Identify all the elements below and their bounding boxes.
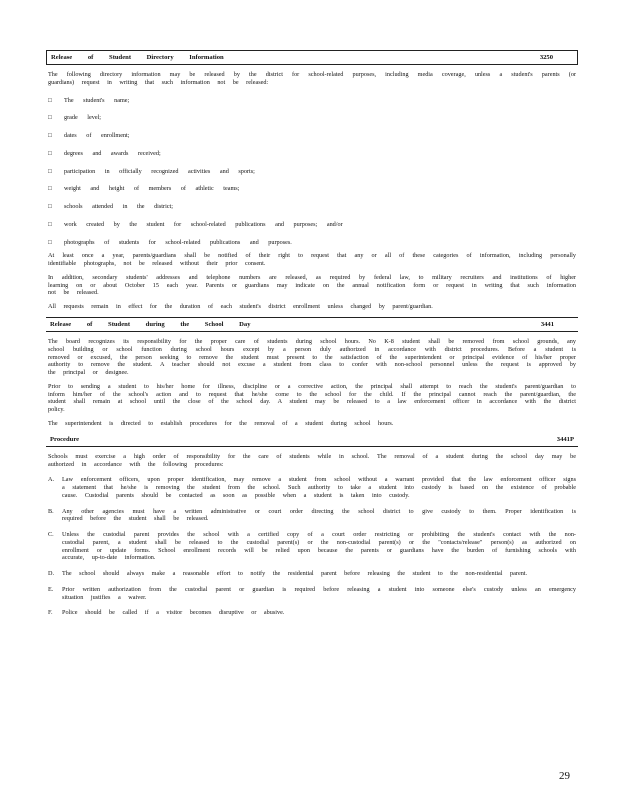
list-item: □ grade level; xyxy=(48,114,102,122)
checkbox-bullet-icon: □ xyxy=(48,149,52,157)
list-item: □ schools attended in the district; xyxy=(48,203,173,211)
list-item: □ participation in officially recognized activities and sports; xyxy=(48,167,255,175)
checkbox-bullet-icon: □ xyxy=(48,238,52,246)
list-item: B. Any other agencies must have a written administrative or court order directing the school district to give custody to them. Proper identification is required before the student shall be released. xyxy=(48,507,576,523)
checkbox-bullet-icon: □ xyxy=(48,220,52,228)
checkbox-bullet-icon: □ xyxy=(48,114,52,122)
section-intro: The following directory information may be released by the district for school-related purposes, including media coverage, unless a student's parents (or guardians) request in writing that such information not be released: xyxy=(48,71,576,86)
checkbox-bullet-icon: □ xyxy=(48,185,52,193)
section-title: Release of Student during the School Day xyxy=(50,320,251,328)
list-item: □ dates of enrollment; xyxy=(48,132,130,140)
section-paragraph: The board recognizes its responsibility for the proper care of students during school hours. No K-8 student shall be removed from school grounds, any school building or school function during school hours except by a person duly authorized in accordance with district procedures. Before a student is removed or excused, the person seeking to remove the student must present to the satisfaction of the superintendent or principal evidence of his/her proper authority to remove the student. A teacher should not excuse a student from class to confer with non-school personnel unless the request is approved by the principal or designee. xyxy=(48,338,576,377)
list-item: C. Unless the custodial parent provides the school with a certified copy of a court order restricting or prohibiting the student's contact with the non-custodial parent, a student shall be released to the custodial parent(s) or the non-custodial parent(s) or the "contacts/release" person(s) as authorized on enrollment or update forms. School enrollment records will be relied upon because the parents or guardians have the burden of furnishing schools with accurate, up-to-date information. xyxy=(48,531,576,562)
list-item: □ weight and height of members of athletic teams; xyxy=(48,185,240,193)
procedure-list xyxy=(46,476,578,617)
checkbox-bullet-icon: □ xyxy=(48,203,52,211)
list-item: D. The school should always make a reasonable effort to notify the residential parent before releasing the student to the non-residential parent. xyxy=(48,570,528,578)
list-item: □ photographs of students for school-related publications and purposes. xyxy=(48,238,292,246)
checkbox-bullet-icon: □ xyxy=(48,96,52,104)
list-item: A. Law enforcement officers, upon proper identification, may remove a student from school without a warrant provided that the law enforcement officer signs a statement that he/she is removing the student from the school. Such authority to take a student into custody is based on the existence of probable cause. Custodial parents should be contacted as soon as possible when a student is taken into custody. xyxy=(48,476,576,499)
section-paragraph: Prior to sending a student to his/her home for illness, discipline or a corrective action, the principal shall attempt to reach the student's parent/guardian to inform him/her of the school's action and to request that he/she come to the school for the child. If the principal cannot reach the parent/guardian, the student shall remain at school until the close of the school day. A student may be released to a law enforcement officer in accordance with the district policy. xyxy=(48,382,576,414)
checkbox-bullet-icon: □ xyxy=(48,132,52,140)
directory-info-list xyxy=(46,97,578,247)
section-code: 3441 xyxy=(540,320,554,328)
section-intro: Schools must exercise a high order of responsibility for the care of students while in school. The removal of a student during the school day may be authorized in accordance with the following procedures: xyxy=(48,452,576,468)
section-code: 3250 xyxy=(539,54,553,61)
section-title: Procedure xyxy=(50,435,80,443)
section-paragraph: All requests remain in effect for the duration of each student's district enrollment unless changed by parent/guardian. xyxy=(48,303,433,311)
section-paragraph: The superintendent is directed to establish procedures for the removal of a student during school hours. xyxy=(48,419,394,427)
checkbox-bullet-icon: □ xyxy=(48,167,52,175)
section-header-3441p xyxy=(46,433,578,447)
section-paragraph: In addition, secondary students' addresses and telephone numbers are released, as required by federal law, to military recruiters and institutions of higher learning on or about October 15 each year. Parents or guardians may indicate on the annual notification form or request in writing that such information not be released. xyxy=(48,273,576,297)
section-title: Release of Student Directory Information xyxy=(51,54,224,61)
list-item: □ The student's name; xyxy=(48,96,130,104)
list-item: F. Police should be called if a visitor becomes disruptive or abusive. xyxy=(48,609,285,617)
section-header-3441 xyxy=(46,317,578,332)
section-code: 3441P xyxy=(556,435,574,443)
list-item: E. Prior written authorization from the custodial parent or guardian is required before releasing a student into someone else's custody unless an emergency situation justifies a waiver. xyxy=(48,585,576,601)
list-item: □ degrees and awards received; xyxy=(48,149,161,157)
page-number: 29 xyxy=(559,770,570,782)
list-item: □ work created by the student for school-related publications and purposes; and/or xyxy=(48,220,343,228)
section-header-3250 xyxy=(46,50,578,65)
document-page xyxy=(46,48,578,617)
section-paragraph: At least once a year, parents/guardians shall be notified of their right to request that any or all of these categories of information, including personally identifiable photographs, not be released without their prior consent. xyxy=(48,252,576,268)
